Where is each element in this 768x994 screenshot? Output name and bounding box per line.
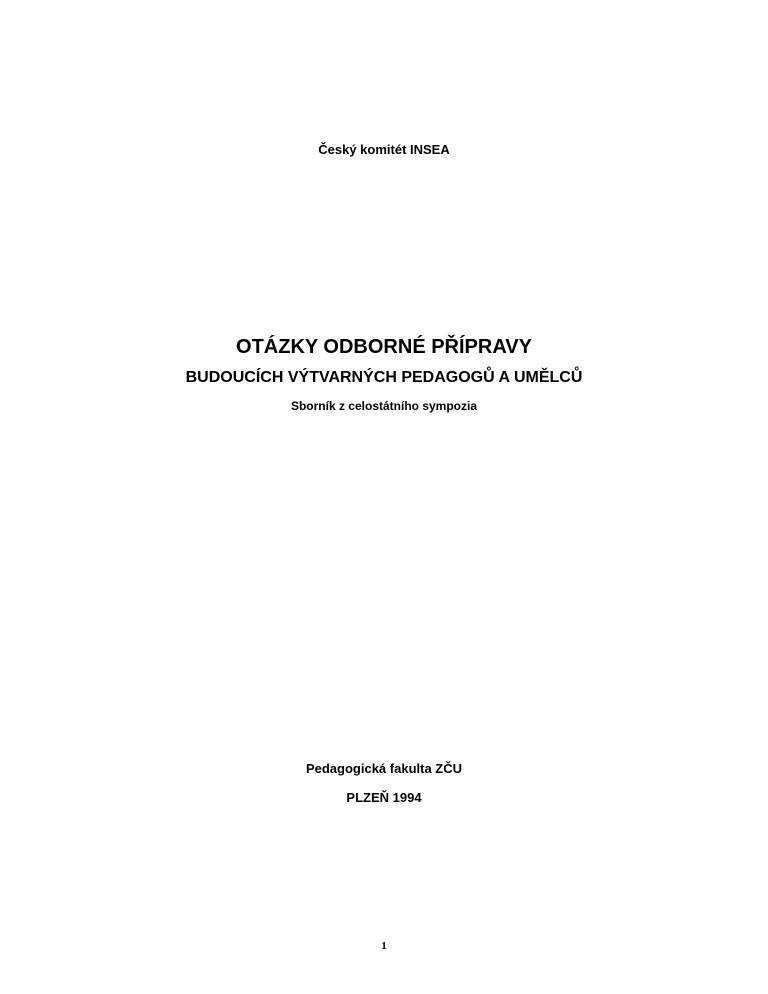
proceedings-note: Sborník z celostátního sympozia — [290, 399, 478, 413]
organization-name: Český komitét INSEA — [318, 142, 450, 157]
document-subtitle: BUDOUCÍCH VÝTVARNÝCH PEDAGOGŮ A UMĚLCŮ — [185, 369, 583, 386]
place-and-year: PLZEŇ 1994 — [346, 790, 422, 805]
publisher-name: Pedagogická fakulta ZČU — [305, 761, 463, 776]
page-number: 1 — [381, 940, 387, 952]
document-title: OTÁZKY ODBORNÉ PŘÍPRAVY — [236, 336, 532, 358]
